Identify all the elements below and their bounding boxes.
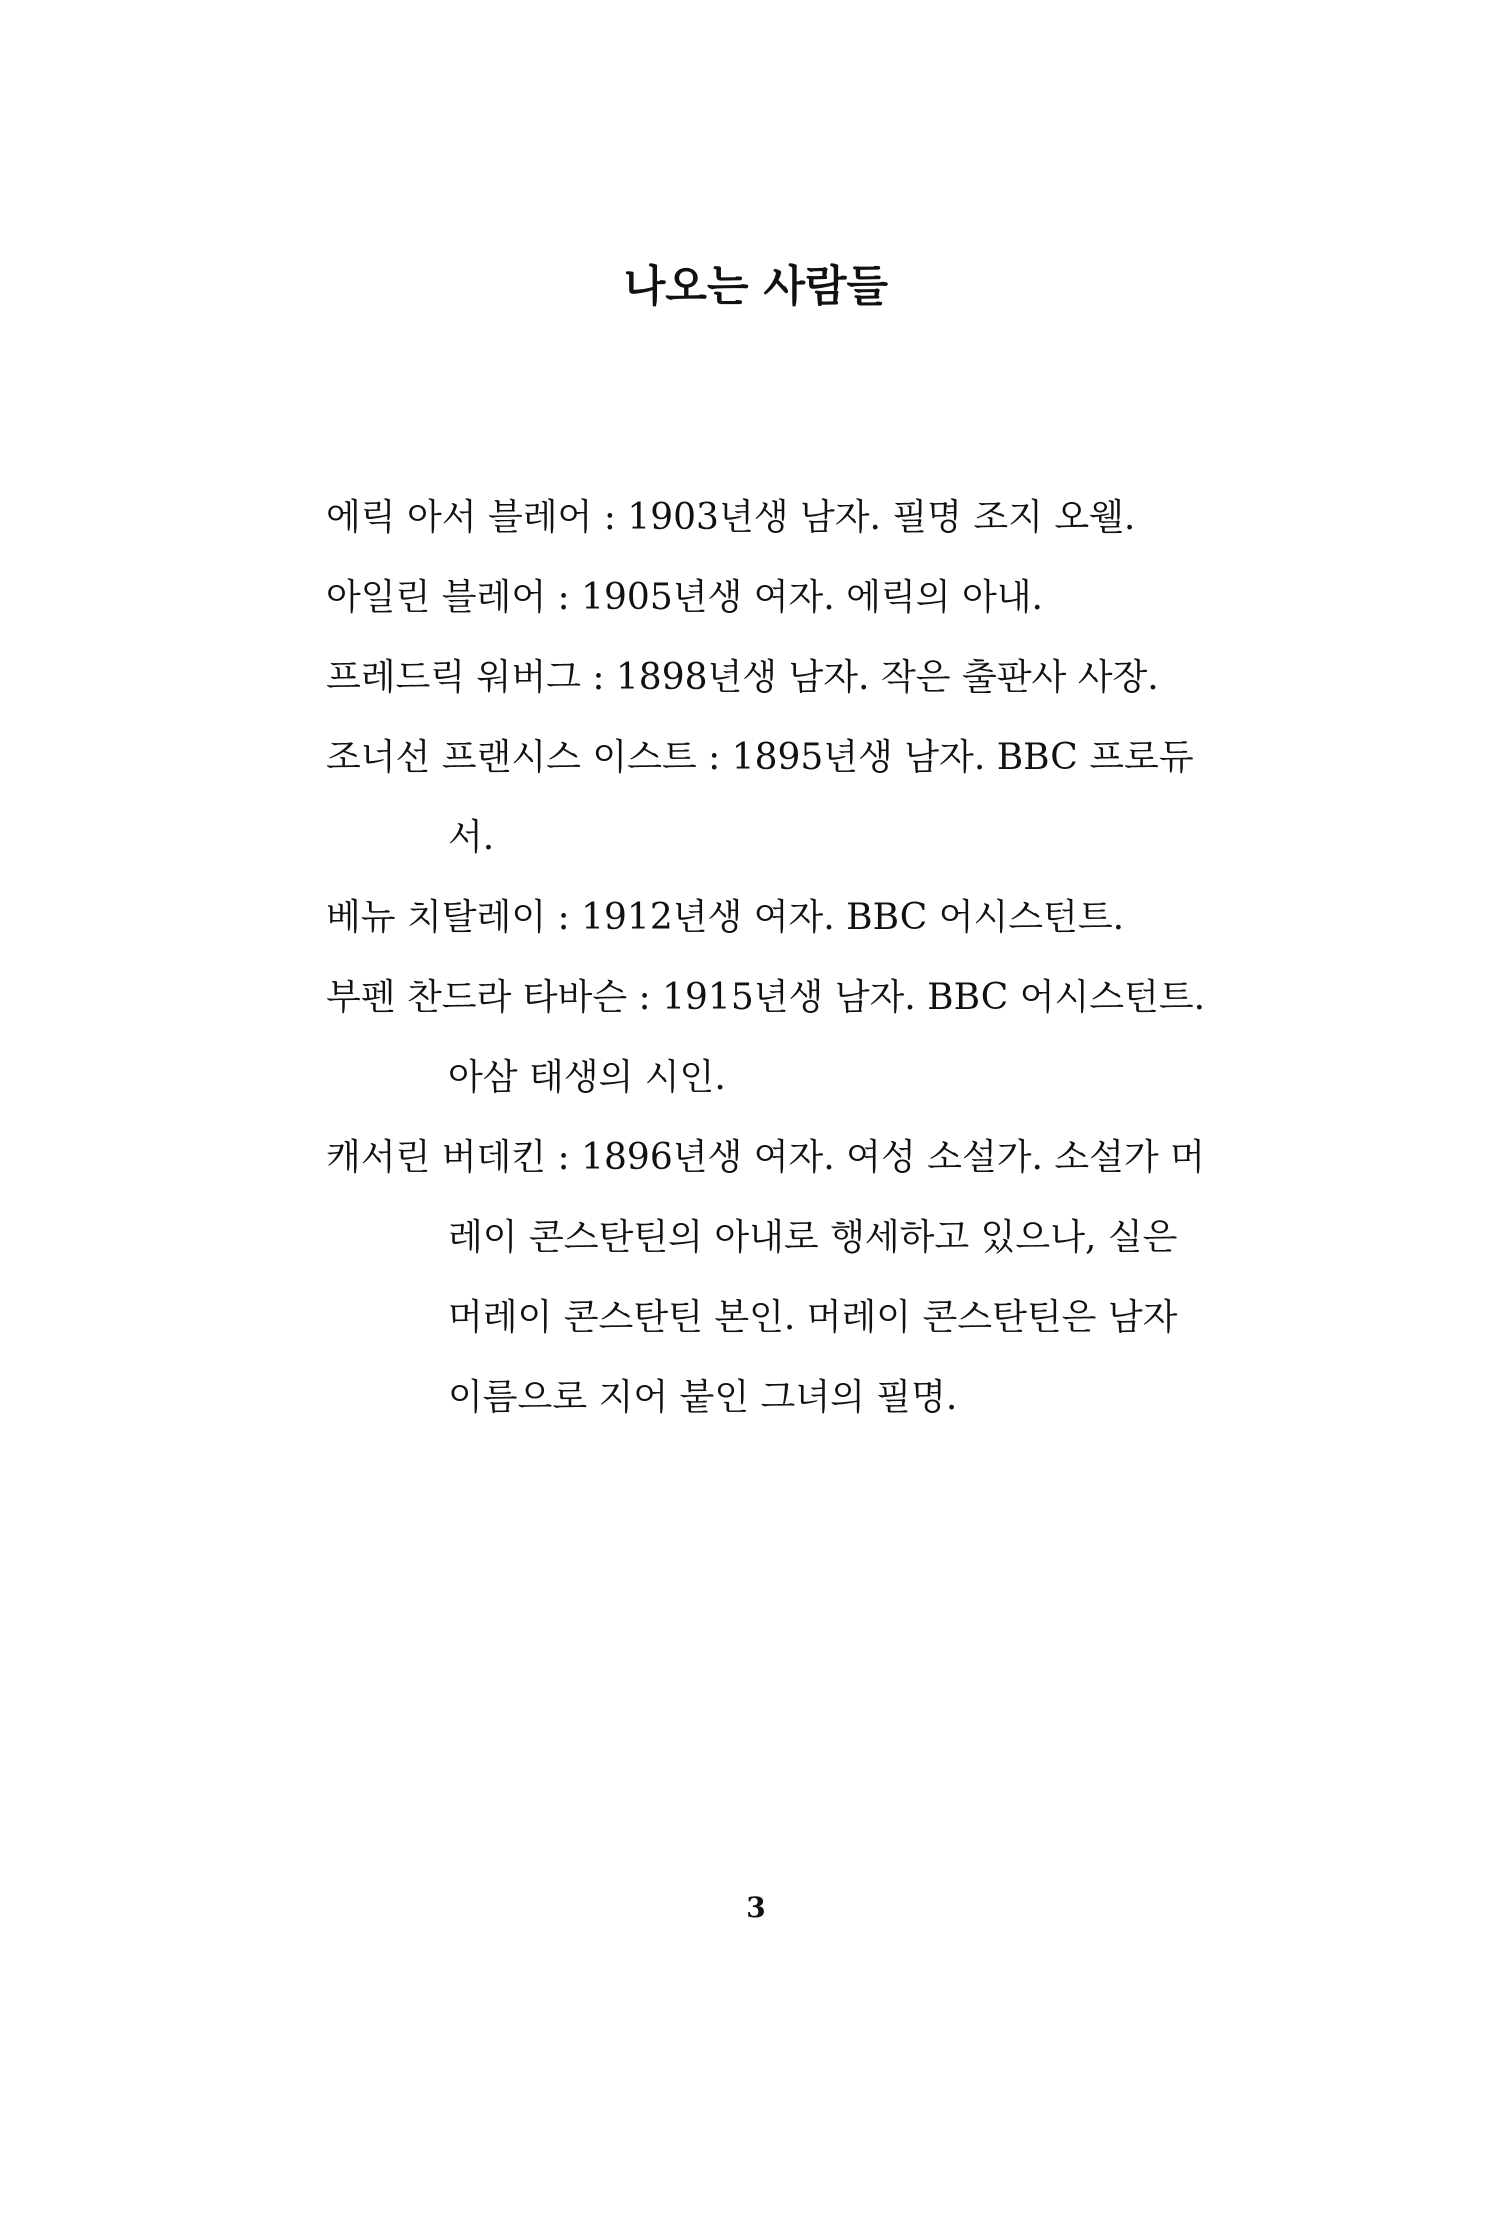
entry-line: 베뉴 치탈레이 : 1912년생 여자. BBC 어시스턴트. (326, 897, 1125, 938)
character-entry (326, 558, 1246, 638)
entry-line: 에릭 아서 블레어 : 1903년생 남자. 필명 조지 오웰. (326, 497, 1136, 538)
entry-line: 부펜 찬드라 타바슨 : 1915년생 남자. BBC 어시스턴트. (326, 977, 1206, 1018)
entry-line-continued: 서. (448, 817, 495, 858)
entry-line-continued: 이름으로 지어 붙인 그녀의 필명. (448, 1377, 958, 1418)
entry-line-continued: 레이 콘스탄틴의 아내로 행세하고 있으나, 실은 (448, 1217, 1178, 1258)
entry-line: 프레드릭 워버그 : 1898년생 남자. 작은 출판사 사장. (326, 657, 1159, 698)
entry-line-continued: 머레이 콘스탄틴 본인. 머레이 콘스탄틴은 남자 (448, 1297, 1178, 1338)
character-entry (326, 1118, 1246, 1438)
character-entry (326, 478, 1246, 558)
entry-line-continued: 아삼 태생의 시인. (448, 1057, 726, 1098)
entry-line: 아일린 블레어 : 1905년생 여자. 에릭의 아내. (326, 577, 1043, 618)
entry-line: 조너선 프랜시스 이스트 : 1895년생 남자. BBC 프로듀 (326, 737, 1194, 778)
character-entry (326, 878, 1246, 958)
entry-line: 캐서린 버데킨 : 1896년생 여자. 여성 소설가. 소설가 머 (326, 1137, 1205, 1178)
page-number: 3 (746, 1891, 766, 1924)
page-title: 나오는 사람들 (623, 262, 889, 312)
character-entry (326, 958, 1246, 1118)
character-entry (326, 718, 1246, 878)
character-entry (326, 638, 1246, 718)
character-list (326, 478, 1246, 1438)
